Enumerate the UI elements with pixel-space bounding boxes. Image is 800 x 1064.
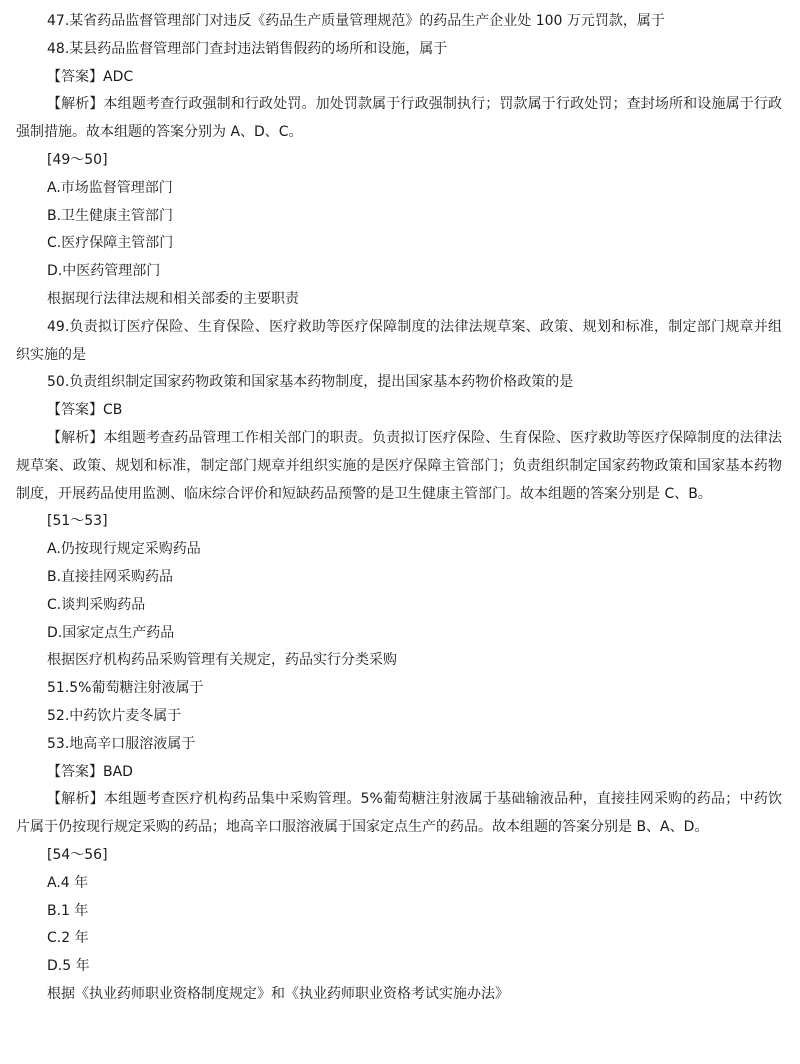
option-c: C.谈判采购药品: [47, 596, 146, 613]
answer-47-48: 【答案】ADC: [47, 68, 134, 85]
option-c: C.2 年: [47, 930, 89, 947]
question-49: 49.负责拟订医疗保险、生育保险、医疗救助等医疗保障制度的法律法规草案、政策、规划和标准，制定部门规章并组织实施的是: [16, 318, 782, 363]
group-header-49-50: [49～50]: [47, 151, 108, 168]
question-48: 48.某县药品监督管理部门查封违法销售假药的场所和设施，属于: [47, 40, 448, 57]
question-51: 51.5%葡萄糖注射液属于: [47, 680, 204, 697]
question-53: 53.地高辛口服溶液属于: [47, 735, 196, 752]
option-b: B.卫生健康主管部门: [47, 207, 174, 224]
group-stem-54-56: 根据《执业药师职业资格制度规定》和《执业药师职业资格考试实施办法》: [47, 985, 509, 1002]
option-a: A.市场监督管理部门: [47, 179, 173, 196]
question-50: 50.负责组织制定国家药物政策和国家基本药物制度，提出国家基本药物价格政策的是: [47, 374, 574, 391]
option-d: D.国家定点生产药品: [47, 624, 175, 641]
explanation-47-48: 【解析】本组题考查行政强制和行政处罚。加处罚款属于行政强制执行；罚款属于行政处罚；查封场所和设施属于行政强制措施。故本组题的答案分别为 A、D、C。: [16, 96, 782, 141]
explanation-49-50: 【解析】本组题考查药品管理工作相关部门的职责。负责拟订医疗保险、生育保险、医疗救助等医疗保障制度的法律法规草案、政策、规划和标准，制定部门规章并组织实施的是医疗保障主管部门；负责组织制定国家药物政策和国家基本药物制度，开展药品使用监测、临床综合评价和短缺药品预警的是卫生健康主管部门。故本组题的答案分别是 C、B。: [16, 429, 782, 502]
question-52: 52.中药饮片麦冬属于: [47, 707, 182, 724]
option-d: D.5 年: [47, 958, 90, 975]
answer-49-50: 【答案】CB: [47, 402, 123, 419]
group-stem-51-53: 根据医疗机构药品采购管理有关规定，药品实行分类采购: [47, 652, 397, 669]
group-header-51-53: [51～53]: [47, 513, 108, 530]
explanation-51-53: 【解析】本组题考查医疗机构药品集中采购管理。5%葡萄糖注射液属于基础输液品种，直接挂网采购的药品；中药饮片属于仍按现行规定采购的药品；地高辛口服溶液属于国家定点生产的药品。故本组题的答案分别是 B、A、D。: [16, 791, 782, 836]
option-a: A.4 年: [47, 874, 89, 891]
answer-51-53: 【答案】BAD: [47, 763, 133, 780]
group-stem-49-50: 根据现行法律法规和相关部委的主要职责: [47, 290, 299, 307]
option-b: B.直接挂网采购药品: [47, 568, 174, 585]
option-d: D.中医药管理部门: [47, 263, 161, 280]
question-47: 47.某省药品监督管理部门对违反《药品生产质量管理规范》的药品生产企业处 100 万元罚款，属于: [47, 13, 665, 29]
option-a: A.仍按现行规定采购药品: [47, 541, 201, 558]
option-b: B.1 年: [47, 902, 89, 919]
group-header-54-56: [54～56]: [47, 846, 108, 863]
option-c: C.医疗保障主管部门: [47, 235, 174, 252]
